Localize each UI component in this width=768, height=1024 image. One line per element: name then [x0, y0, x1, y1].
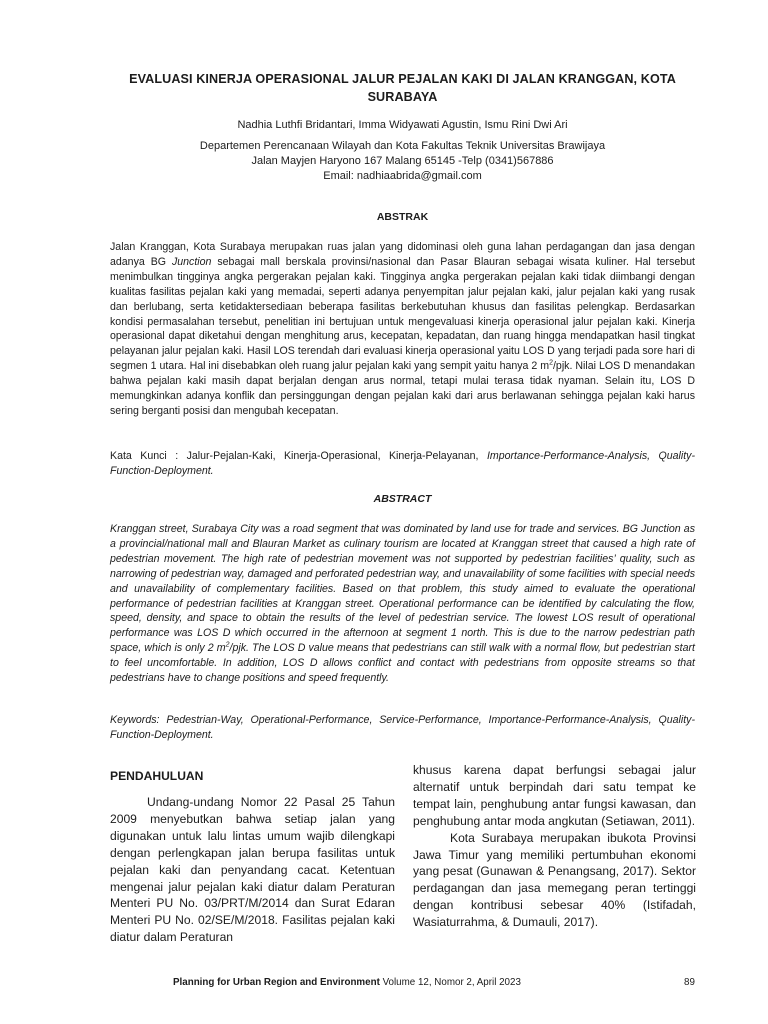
page-number: 89 [684, 977, 695, 988]
abstract-text: Kranggan street, Surabaya City was a road segment that was dominated by land use for trade and services. BG Junction as a provincial/national mall and Blauran Market as culinary tourism are located at Kranggan street that caused a high rate of pedestrian movement. The high rate of pedestrian movement was not supported by pedestrian facilities’ quality, such as narrowing of pedestrian way, damaged and perforated pedestrian way, and unavailability of some facilities with special needs and unavailability of complementary facilities. Based on that problem, this study aimed to evaluate the operational performance of pedestrian facilities at Kranggan street. Operational performance can be identified by calculating the flow, speed, density, and space to obtain the results of the level of pedestrian service. The lowest LOS result of operational performance was LOS D which occurred in the afternoon at segment 1 north. This is due to the narrow pedestrian path space, which is only 2 $m^2$/pjk. The LOS D value means that pedestrians can still walk with a normal flow, but pedestrian start to feel uncomfortable. In addition, LOS D allows conflict and contact with pedestrians from opposite streams so that pedestrians have to change positions and speed frequently. [110, 523, 695, 685]
affiliation-email: Email: nadhiaabrida@gmail.com [323, 170, 482, 182]
abstrak-heading: ABSTRAK [376, 211, 429, 223]
body-right-column [413, 762, 696, 931]
author-list: Nadhia Luthfi Bridantari, Imma Widyawati Agustin, Ismu Rini Dwi Ari [237, 119, 568, 131]
keywords: Keywords: Pedestrian-Way, Operational-Performance, Service-Performance, Importance-Performance-Analysis, Quality-Function-Deployment. [110, 714, 695, 741]
section-heading-pendahuluan: PENDAHULUAN [110, 769, 204, 783]
body-right-paragraph-2: Kota Surabaya merupakan ibukota Provinsi Jawa Timur yang memiliki pertumbuhan ekonomi yang pesat (Gunawan & Penangsang, 2017). Sektor perdagangan dan jasa memegang peran tertinggi dengan kontribusi sebesar 40% (Istifadah, Wasiaturrahma, & Dumauli, 2017). [413, 830, 696, 930]
affiliation-address: Jalan Mayjen Haryono 167 Malang 65145 -Telp (0341)567886 [251, 155, 554, 167]
body-right-paragraph-1: khusus karena dapat berfungsi sebagai jalur alternatif untuk berpindah dari satu tempat ke tempat lain, penghubung antar fungsi kawasan, dan penghubung antar moda angkutan (Setiawan, 2011). [413, 763, 696, 828]
abstrak-text: Jalan Kranggan, Kota Surabaya merupakan ruas jalan yang didominasi oleh guna lahan perdagangan dan jasa dengan adanya BG Junction sebagai mall berskala provinsi/nasional dan Pasar Blauran sebagai wisata kuliner. Hal tersebut menimbulkan tingginya angka pergerakan pejalan kaki. Tingginya angka pergerakan pejalan kaki tidak diimbangi dengan kualitas fasilitas pejalan kaki yang memadai, seperti adanya penyempitan jalur pejalan kaki, jalur pejalan kaki yang rusak dan berlubang, serta ketidaktersediaan beberapa fasilitas berkebutuhan khusus dan fasilitas pelengkap. Berdasarkan kondisi permasalahan tersebut, penelitian ini bertujuan untuk mengevaluasi kinerja operasional jalur pejalan kaki. Kinerja operasional dapat diketahui dengan menghitung arus, kecepatan, kepadatan, dan ruang hingga mendapatkan hasil tingkat pelayanan jalur pejalan kaki. Hasil LOS terendah dari evaluasi kinerja operasional yaitu LOS D yang terjadi pada sore hari di segmen 1 utara. Hal ini disebabkan oleh ruang jalur pejalan kaki yang sempit yaitu hanya 2 $m^2$/pjk. Nilai LOS D menandakan bahwa pejalan kaki masih dapat berjalan dengan arus normal, tetapi mulai terasa tidak nyaman. Selain itu, LOS D memungkinkan adanya konflik dan persinggungan dengan pejalan kaki dari arus berlawanan sehingga pejalan kaki harus sering berganti posisi dan mengubah kecepatan. [110, 241, 695, 417]
affiliation-department: Departemen Perencanaan Wilayah dan Kota Fakultas Teknik Universitas Brawijaya [199, 140, 606, 152]
body-left-column: Undang-undang Nomor 22 Pasal 25 Tahun 2009 menyebutkan bahwa setiap jalan yang digunakan untuk lalu lintas umum wajib dilengkapi dengan perlengkapan jalan berupa fasilitas untuk pejalan kaki dan penyandang cacat. Ketentuan mengenai jalur pejalan kaki diatur dalam Peraturan Menteri PU No. 03/PRT/M/2014 dan Surat Edaran Menteri PU No. 02/SE/M/2018. Fasilitas pejalan kaki diatur dalam Peraturan [110, 795, 395, 945]
affiliation-block [110, 139, 695, 184]
abstract-heading: ABSTRACT [373, 493, 432, 505]
paper-title: EVALUASI KINERJA OPERASIONAL JALUR PEJALAN KAKI DI JALAN KRANGGAN, KOTA SURABAYA [129, 72, 676, 104]
kata-kunci: Kata Kunci : Jalur-Pejalan-Kaki, Kinerja-Operasional, Kinerja-Pelayanan, Importance-Performance-Analysis, Quality-Function-Deployment. [110, 450, 696, 477]
journal-footer: Planning for Urban Region and Environment Volume 12, Nomor 2, April 2023 [173, 977, 521, 988]
